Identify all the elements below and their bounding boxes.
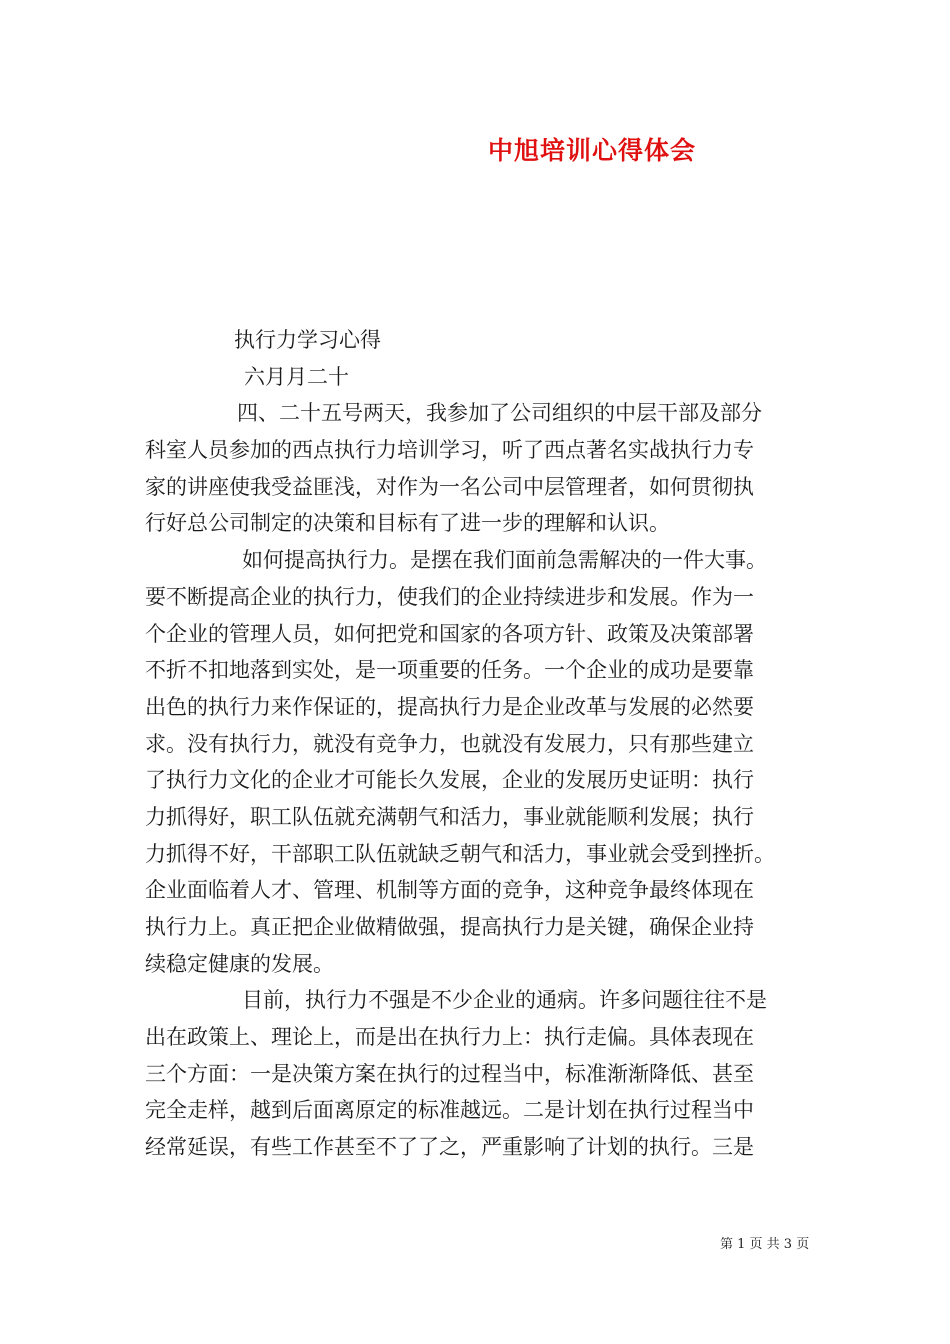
text-line: 要不断提高企业的执行力，使我们的企业持续进步和发展。作为一: [145, 584, 754, 609]
text-line: 不折不扣地落到实处，是一项重要的任务。一个企业的成功是要靠: [145, 658, 754, 683]
page-footer: 第 1 页 共 3 页: [720, 1237, 810, 1252]
document-title: 中旭培训心得体会: [488, 136, 697, 165]
text-line: 经常延误，有些工作甚至不了了之，严重影响了计划的执行。三是: [145, 1135, 754, 1160]
text-line: 目前，执行力不强是不少企业的通病。许多问题往往不是: [242, 988, 767, 1013]
text-line: 行好总公司制定的决策和目标有了进一步的理解和认识。: [145, 511, 670, 536]
text-line: 出在政策上、理论上，而是出在执行力上：执行走偏。具体表现在: [145, 1025, 754, 1050]
text-line: 六月月二十: [244, 364, 349, 389]
document-body: [145, 322, 810, 1166]
text-line: 力抓得不好，干部职工队伍就缺乏朝气和活力，事业就会受到挫折。: [145, 841, 775, 866]
text-line: 执行力上。真正把企业做精做强，提高执行力是关键，确保企业持: [145, 915, 754, 939]
text-line: 四、二十五号两天，我参加了公司组织的中层干部及部分: [237, 401, 762, 426]
text-line: 续稳定健康的发展。: [145, 951, 334, 976]
text-line: 如何提高执行力。是摆在我们面前急需解决的一件大事。: [242, 548, 767, 573]
text-line: 完全走样，越到后面离原定的标准越远。二是计划在执行过程当中: [145, 1098, 754, 1123]
text-line: 科室人员参加的西点执行力培训学习，听了西点著名实战执行力专: [145, 438, 754, 463]
text-line: 企业面临着人才、管理、机制等方面的竞争，这种竞争最终体现在: [145, 878, 754, 903]
text-line: 了执行力文化的企业才可能长久发展，企业的发展历史证明：执行: [145, 768, 754, 793]
text-line: 家的讲座使我受益匪浅，对作为一名公司中层管理者，如何贯彻执: [145, 474, 754, 499]
text-line: 出色的执行力来作保证的，提高执行力是企业改革与发展的必然要: [145, 694, 754, 719]
text-line: 力抓得好，职工队伍就充满朝气和活力，事业就能顺利发展；执行: [145, 804, 754, 829]
text-line: 求。没有执行力，就没有竞争力，也就没有发展力，只有那些建立: [145, 731, 754, 756]
text-line: 三个方面：一是决策方案在执行的过程当中，标准渐渐降低、甚至: [145, 1061, 754, 1086]
text-line: 个企业的管理人员，如何把党和国家的各项方针、政策及决策部署: [145, 621, 754, 646]
text-line: 执行力学习心得: [234, 328, 381, 352]
